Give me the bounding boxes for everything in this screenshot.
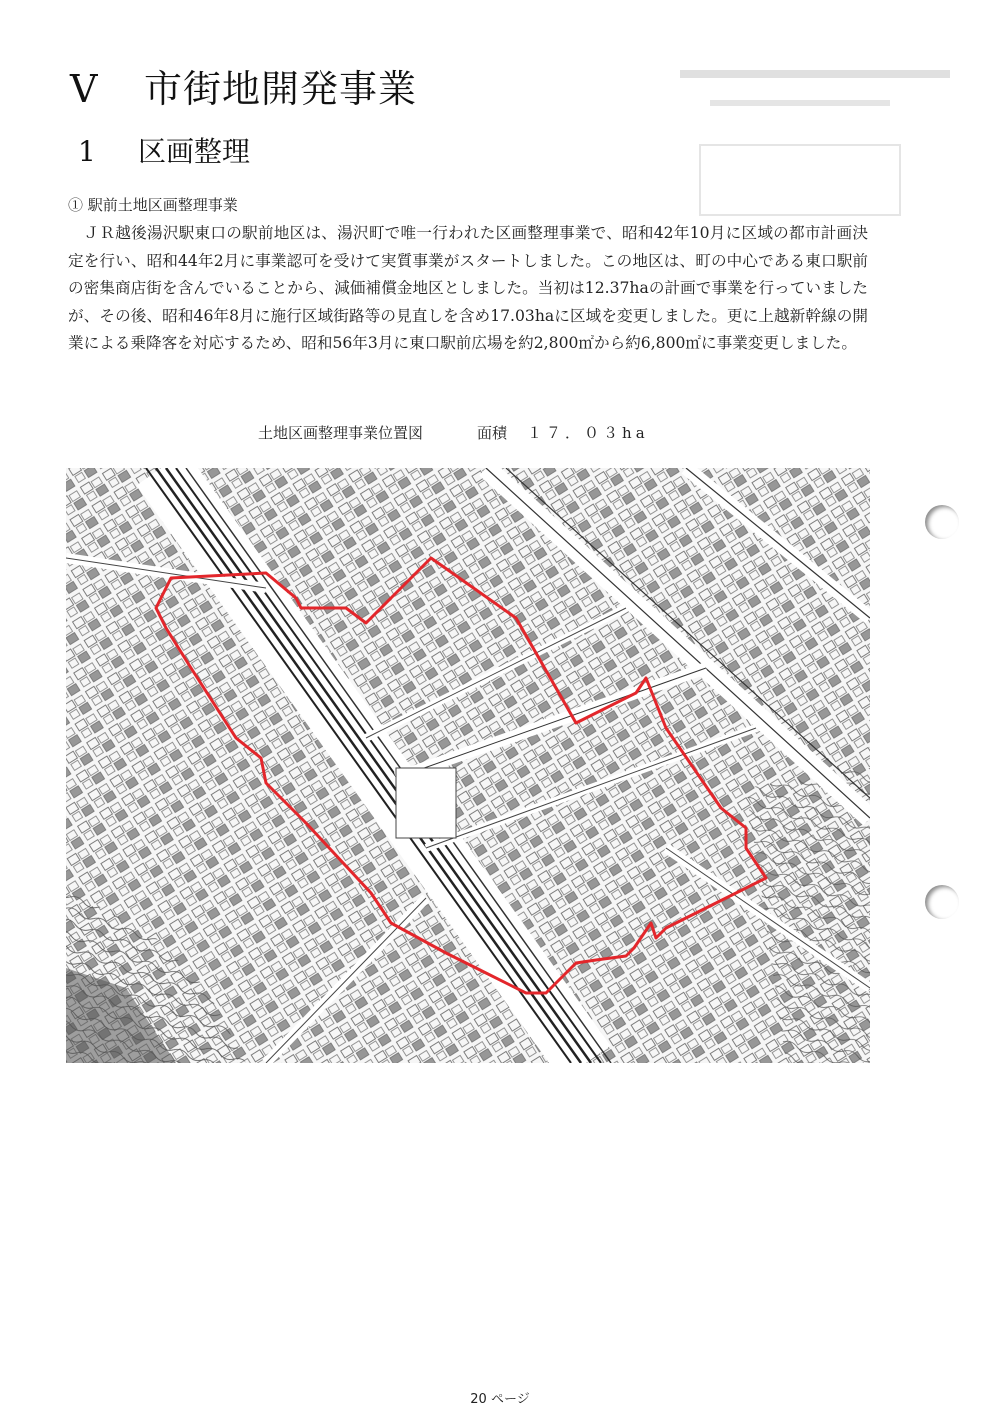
chapter-title — [70, 58, 417, 113]
subsection-title: ① 駅前土地区画整理事業 — [68, 196, 238, 214]
area-value: １７．０３ha — [527, 424, 649, 442]
body-paragraph: ＪＲ越後湯沢駅東口の駅前地区は、湯沢町で唯一行われた区画整理事業で、昭和42年10月に区域の都市計画決定を行い、昭和44年2月に事業認可を受けて実質事業がスタートしました。この地区は、町の中心である東口駅前の密集商店街を含んでいることから、減価補償金地区としました。当初は12.37haの計画で事業を行っていましたが、その後、昭和46年8月に施行区域街路等の見直しを含め17.03haに区域を変更しました。更に上越新幹線の開業による乗降客を対応するため、昭和56年3月に東口駅前広場を約2,800㎡から約6,800㎡に事業変更しました。 — [68, 224, 868, 352]
figure-caption — [258, 422, 649, 443]
section-title-text: 区画整理 — [138, 135, 251, 168]
station-plaza — [396, 768, 456, 838]
punch-hole-bottom — [925, 885, 959, 919]
map-svg — [66, 468, 870, 1063]
chapter-number: V — [70, 67, 99, 111]
section-title — [78, 130, 250, 170]
bleed-through-marks — [640, 50, 970, 230]
figure-caption-title: 土地区画整理事業位置図 — [258, 424, 424, 442]
location-map — [66, 468, 870, 1063]
area-label: 面積 — [477, 424, 508, 442]
punch-hole-top — [925, 505, 959, 539]
section-number: 1 — [78, 135, 96, 168]
chapter-title-text: 市街地開発事業 — [144, 67, 418, 111]
body-text — [68, 220, 868, 358]
page-number: 20 ページ — [470, 1392, 530, 1407]
